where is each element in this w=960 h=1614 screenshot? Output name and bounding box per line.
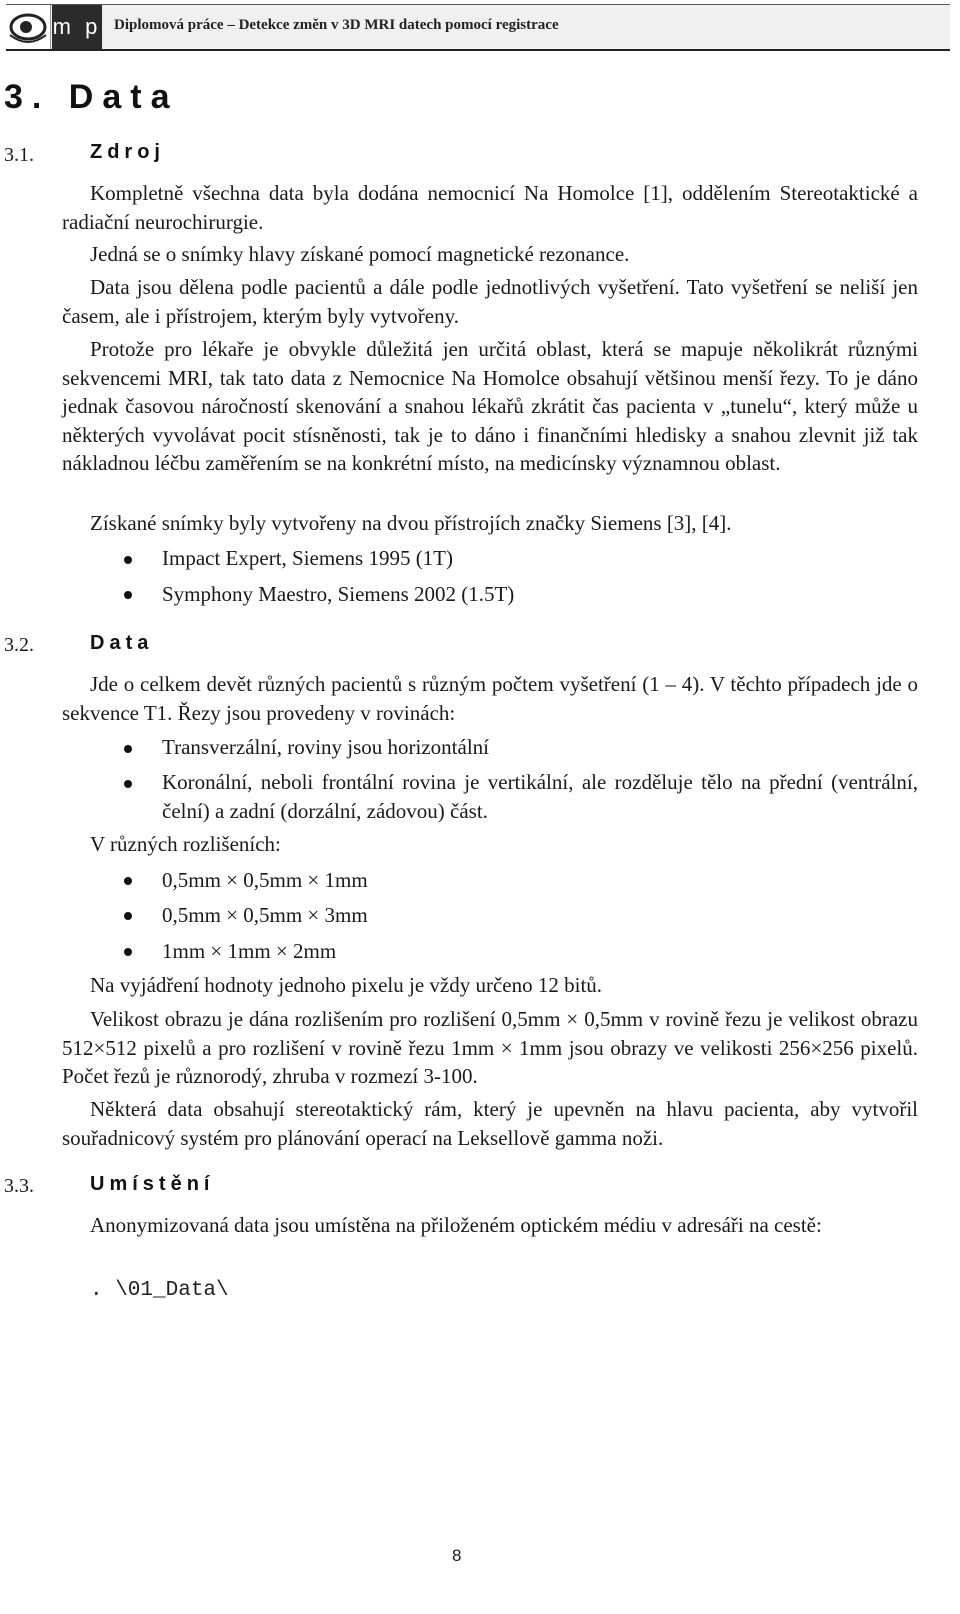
logo-mp-text: m p [52, 5, 102, 49]
section-title: Zdroj [90, 141, 165, 163]
bullet-icon [124, 877, 132, 885]
bullet-icon [124, 780, 132, 788]
bullet-icon [124, 556, 132, 564]
section-title: Data [90, 632, 154, 654]
section-number: 3.3. [4, 1175, 34, 1197]
paragraph: Velikost obrazu je dána rozlišením pro rozlišení 0,5mm × 0,5mm v rovině řezu je velikost obrazu 512×512 pixelů a pro rozlišení v rovině řezu 1mm × 1mm jsou obrazy ve velikosti 256×256 pixelů. Počet řezů je různorodý, zhruba v rozmezí 3-100. [62, 1007, 918, 1088]
bullet-icon [124, 912, 132, 920]
list-item: Koronální, neboli frontální rovina je vertikální, ale rozděluje tělo na přední (ventrální, čelní) a zadní (dorzální, zádovou) část. [162, 770, 918, 823]
paragraph: Anonymizovaná data jsou umístěna na přiloženém optickém médiu v adresáři na cestě: [90, 1213, 822, 1237]
list-item: Impact Expert, Siemens 1995 (1T) [162, 546, 454, 570]
list-item: Symphony Maestro, Siemens 2002 (1.5T) [162, 582, 515, 606]
list-item: 0,5mm × 0,5mm × 3mm [162, 903, 368, 927]
paragraph: Jedná se o snímky hlavy získané pomocí magnetické rezonance. [90, 242, 630, 266]
section-number: 3.1. [4, 144, 34, 166]
paragraph: Některá data obsahují stereotaktický rám, který je upevněn na hlavu pacienta, aby vytvořil souřadnicový systém pro plánování operací na Leksellově gamma noži. [62, 1097, 918, 1150]
bullet-icon [124, 591, 132, 599]
university-logo [6, 5, 102, 49]
page-header [6, 4, 950, 51]
paragraph: Data jsou dělena podle pacientů a dále podle jednotlivých vyšetření. Tato vyšetření se neliší jen časem, ale i přístrojem, kterým byly vytvořeny. [62, 275, 918, 328]
paragraph: Jde o celkem devět různých pacientů s různým počtem vyšetření (1 – 4). V těchto případech jde o sekvence T1. Řezy jsou provedeny v rovinách: [62, 672, 918, 725]
list-item: 1mm × 1mm × 2mm [162, 939, 337, 963]
bullet-icon [124, 745, 132, 753]
section-number: 3.2. [4, 634, 34, 656]
paragraph: Na vyjádření hodnoty jednoho pixelu je vždy určeno 12 bitů. [90, 973, 603, 997]
paragraph: Získané snímky byly vytvořeny na dvou přístrojích značky Siemens [3], [4]. [90, 511, 732, 535]
chapter-heading: 3. Data [4, 78, 179, 116]
page-number: 8 [452, 1546, 462, 1565]
section-title: Umístění [90, 1173, 215, 1195]
list-item: 0,5mm × 0,5mm × 1mm [162, 868, 368, 892]
paragraph: Protože pro lékaře je obvykle důležitá jen určitá oblast, která se mapuje několikrát různými sekvencemi MRI, tak tato data z Nemocnice Na Homolce obsahují většinou menší řezy. To je dáno jednak časovou náročností skenování a snahou lékařů zkrátit čas pacienta v „tunelu“, který může u některých vyvolávat pocit stísněnosti, tak je to dáno i finančními hledisky a snahou zlevnit již tak nákladnou léčbu zaměřením se na konkrétní místo, na medicínsky významnou oblast. [62, 337, 918, 475]
paragraph: Kompletně všechna data byla dodána nemocnicí Na Homolce [1], oddělením Stereotaktické a radiační neurochirurgie. [62, 181, 918, 234]
document-title: Diplomová práce – Detekce změn v 3D MRI datech pomocí registrace [114, 17, 559, 33]
bullet-icon [124, 948, 132, 956]
directory-path: . \01_Data\ [90, 1279, 229, 1302]
paragraph: V různých rozlišeních: [90, 832, 281, 856]
list-item: Transverzální, roviny jsou horizontální [162, 735, 490, 759]
eye-logo-icon [6, 5, 51, 49]
